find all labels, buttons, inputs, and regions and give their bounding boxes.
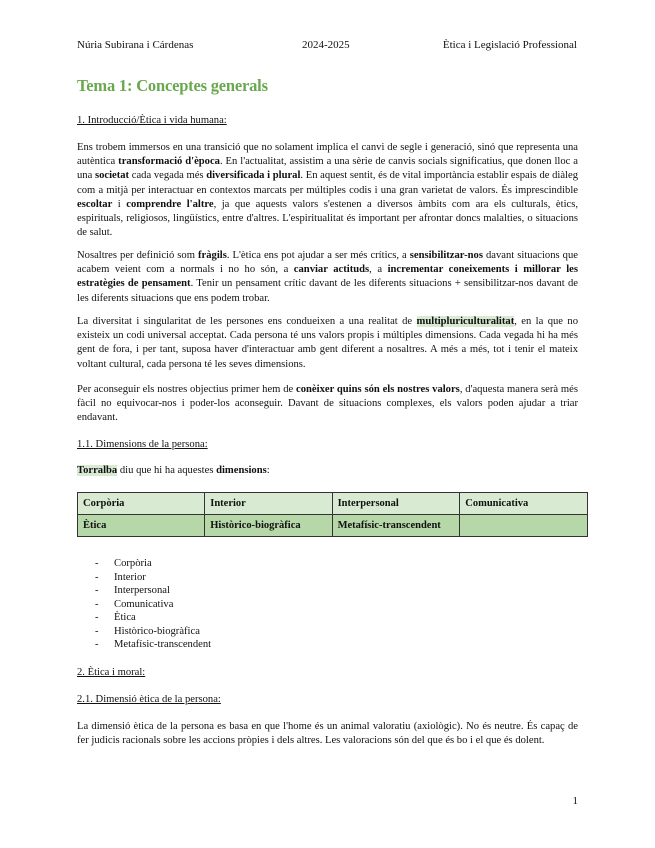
section-heading-2-1: 2.1. Dimensió ètica de la persona: xyxy=(77,694,221,705)
list-item: - Metafísic-transcendent xyxy=(95,639,212,650)
dimensions-table xyxy=(77,492,588,537)
paragraph-values: Per aconseguir els nostres objectius primer hem de conèixer quins són els nostres valors, d'aquesta manera serà més fàcil no equivocar-nos i poder-los aconseguir. Davant de situacions complexes, els valors poden ajudar a triar endavant. xyxy=(77,384,578,424)
paragraph-diversity: La diversitat i singularitat de les persones ens condueixen a una realitat de multipluriculturalitat, en la que no existeix un codi universal acceptat. Cada persona té uns valors propis i múltiples dimensions. Cada vegada hi ha més gent de fora, i per tant, suposa haver d'interactuar amb gent diferent a nosaltres. A més a més, tot i tenir el mateix voltant cultural, cada persona té les seves dimensions. xyxy=(77,316,578,370)
header-author: Núria Subirana i Cárdenas xyxy=(77,39,194,51)
paragraph-fragility: Nosaltres per definició som fràgils. L'ètica ens pot ajudar a ser més crítics, a sensibilitzar-nos davant situacions que acabem veient com a normals i no ho són, a canviar actituds, a incrementar coneixements i millorar les estratègies de pensament. Tenir un pensament crític davant de les diferents situacions + sensibilitzar-nos davant de les diferents situacions que ens podem trobar. xyxy=(77,250,578,304)
list-marker: - xyxy=(95,585,99,596)
table-cell: Corpòria xyxy=(78,493,205,515)
table-row xyxy=(78,493,588,515)
list-marker: - xyxy=(95,612,99,623)
list-marker: - xyxy=(95,558,99,569)
list-marker: - xyxy=(95,598,99,610)
page-title: Tema 1: Conceptes generals xyxy=(77,76,268,95)
section-heading-1: 1. Introducció/Ètica i vida humana: xyxy=(77,115,227,126)
paragraph-ethical-dimension: La dimensió ètica de la persona es basa en que l'home és un animal valoratiu (axiològic). No és neutre. És capaç de fer judicis racionals sobre les accions pròpies i dels altres. Les valoracions són del que és bo i el que és dolent. xyxy=(77,721,578,747)
header-year: 2024-2025 xyxy=(302,39,350,51)
list-item: - Interpersonal xyxy=(95,585,170,596)
list-marker: - xyxy=(95,571,99,583)
list-item: - Corpòria xyxy=(95,558,152,569)
table-cell: Interior xyxy=(205,493,332,515)
section-heading-2: 2. Ètica i moral: xyxy=(77,667,146,678)
list-item: - Interior xyxy=(95,571,146,583)
table-cell xyxy=(460,515,588,537)
table-cell: Comunicativa xyxy=(460,493,588,515)
dimensions-list xyxy=(77,557,211,652)
table-row xyxy=(78,515,588,537)
list-item: - Ètica xyxy=(95,612,136,623)
section-heading-1-1: 1.1. Dimensions de la persona: xyxy=(77,439,208,450)
table-cell: Històrico-biogràfica xyxy=(205,515,332,537)
list-marker: - xyxy=(95,639,99,650)
list-marker: - xyxy=(95,625,99,637)
page-number: 1 xyxy=(572,795,578,807)
list-item: - Comunicativa xyxy=(95,598,174,610)
paragraph-intro: Ens trobem immersos en una transició que no solament implica el canvi de segle i generació, sinó que representa una autèntica transformació d'època. En l'actualitat, assistim a una sèrie de canvis socials significatius, que donen lloc a una societat cada vegada més diversificada i plural. En aquest sentit, és de vital importància establir espais de diàleg com a mitjà per interactuar en contextos marcats per múltiples codis i una gran varietat de valors. És imprescindible escoltar i comprendre l'altre, ja que aquests valors s'estenen a diversos àmbits com ara els culturals, ètics, espirituals, religiosos, lingüístics, entre d'altres. L'espiritualitat és important per afrontar doncs malalties, o situacions de salut. xyxy=(77,142,578,239)
paragraph-torralba: Torralba diu que hi ha aquestes dimensions: xyxy=(77,465,270,476)
table-cell: Interpersonal xyxy=(332,493,460,515)
table-cell: Ètica xyxy=(78,515,205,537)
header-course: Ètica i Legislació Professional xyxy=(442,39,577,51)
table-cell: Metafísic-transcendent xyxy=(332,515,460,537)
list-item: - Històrico-biogràfica xyxy=(95,625,200,637)
